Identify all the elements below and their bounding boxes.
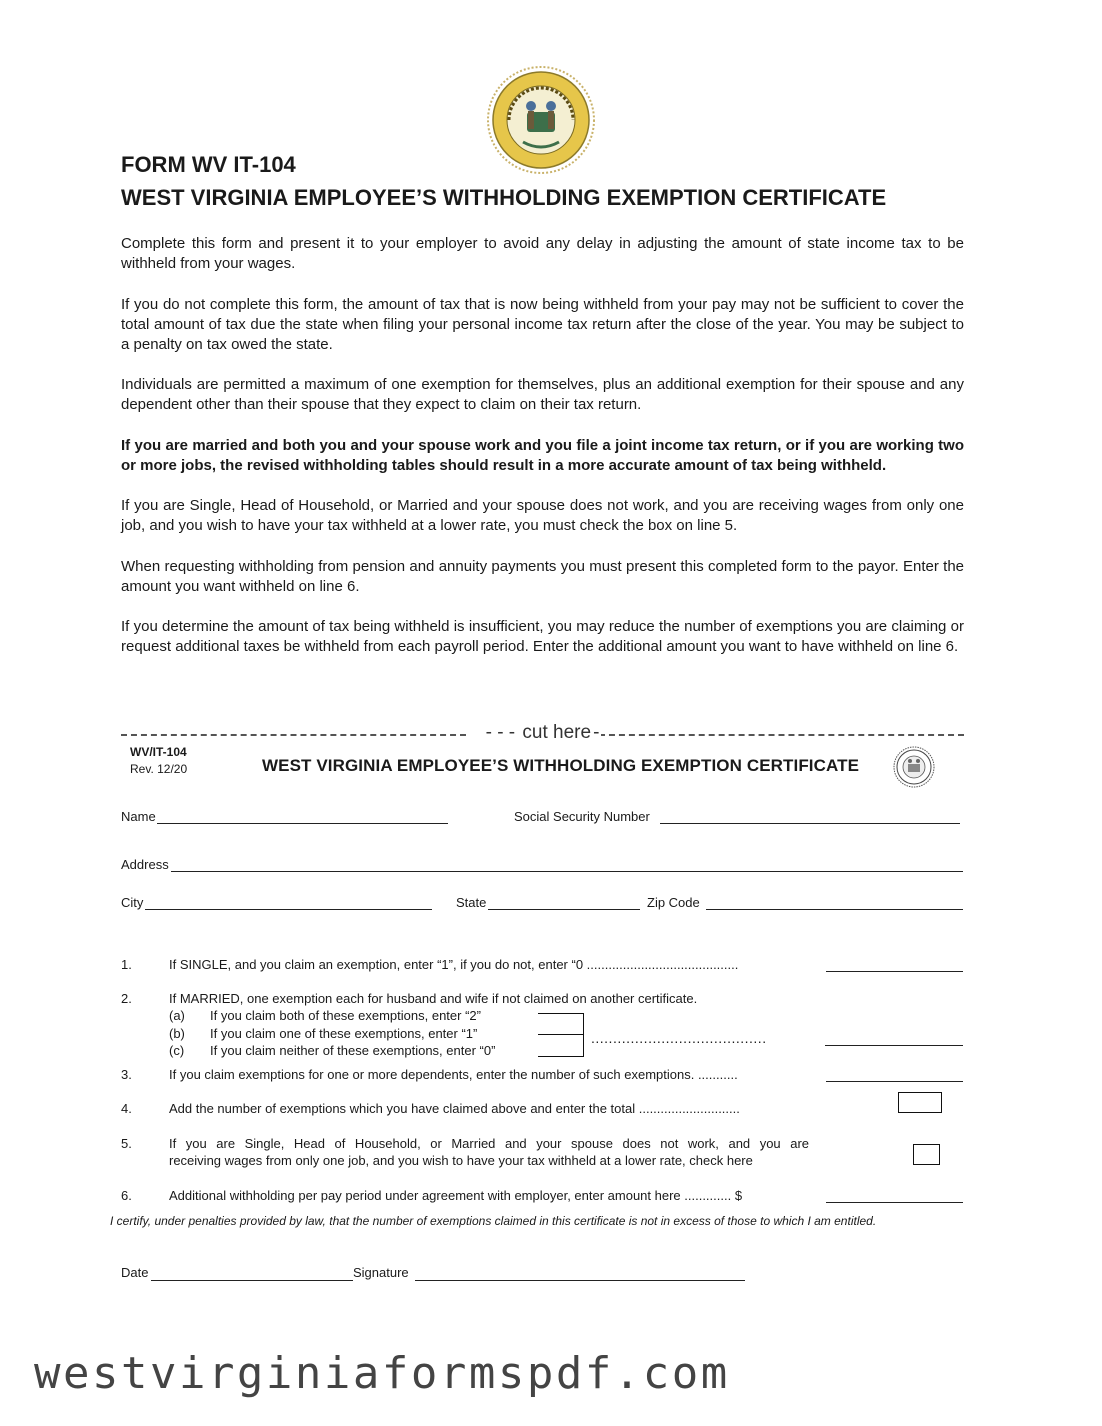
- instructions: [121, 234, 964, 678]
- date-label: Date: [121, 1265, 149, 1280]
- instruction-paragraph: If you determine the amount of tax being withheld is insufficient, you may reduce the number of exemptions you are claiming or request additional taxes be withheld from each payroll period. Enter the additional amount you want to have withheld on line 6.: [121, 618, 964, 655]
- line-1-number: 1.: [121, 957, 132, 972]
- line-5-text-1: If you are Single, Head of Household, or Married and your spouse does not work, and you are: [169, 1136, 809, 1151]
- ssn-label: Social Security Number: [514, 809, 650, 824]
- cut-label-text: cut here: [522, 722, 592, 743]
- date-field[interactable]: [151, 1280, 353, 1281]
- line-2b-text: If you claim one of these exemptions, enter “1”: [210, 1026, 478, 1041]
- line-3-text: If you claim exemptions for one or more dependents, enter the number of such exemptions. ...........: [169, 1067, 738, 1082]
- line-1-text: If SINGLE, and you claim an exemption, enter “1”, if you do not, enter “0 ..........................................: [169, 957, 739, 972]
- line-3-field[interactable]: [826, 1081, 963, 1082]
- line-2-bracket-mid: [538, 1034, 583, 1035]
- state-seal-small-logo: [893, 746, 935, 788]
- state-seal-logo: [487, 66, 595, 174]
- line-2-text: If MARRIED, one exemption each for husband and wife if not claimed on another certificate.: [169, 991, 698, 1006]
- certificate-revision: Rev. 12/20: [130, 762, 188, 776]
- line-6-text: Additional withholding per pay period under agreement with employer, enter amount here ............. $: [169, 1188, 743, 1203]
- certificate-form-code: WV/IT-104: [130, 745, 187, 759]
- address-field[interactable]: [171, 871, 963, 872]
- form-number: FORM WV IT-104: [121, 152, 296, 177]
- zip-field[interactable]: [706, 909, 963, 910]
- line-5-checkbox[interactable]: [913, 1144, 940, 1165]
- instruction-paragraph: Complete this form and present it to your employer to avoid any delay in adjusting the amount of state income tax to be withheld from your wages.: [121, 235, 964, 272]
- line-2-number: 2.: [121, 991, 132, 1006]
- name-field[interactable]: [157, 823, 448, 824]
- line-6-field[interactable]: [826, 1202, 963, 1203]
- instruction-paragraph-bold: If you are married and both you and your spouse work and you file a joint income tax return, or if you are working two or more jobs, the revised withholding tables should result in a more accurate amount of tax being withheld.: [121, 436, 964, 474]
- line-5-number: 5.: [121, 1136, 132, 1151]
- line-2-bracket: [538, 1013, 584, 1057]
- city-field[interactable]: [145, 909, 432, 910]
- line-4-number: 4.: [121, 1101, 132, 1116]
- line-2-leader: ........................................: [591, 1030, 767, 1046]
- cut-label: - - - cut here -: [485, 722, 600, 743]
- instruction-paragraph: When requesting withholding from pension and annuity payments you must present this completed form to the payor. Enter the amount you want withheld on line 6.: [121, 557, 964, 595]
- name-label: Name: [121, 809, 156, 824]
- line-2c-text: If you claim neither of these exemptions, enter “0”: [210, 1043, 496, 1058]
- site-watermark: westvirginiaformspdf.com: [34, 1348, 730, 1399]
- signature-label: Signature: [353, 1265, 409, 1280]
- city-label: City: [121, 895, 144, 910]
- state-label: State: [456, 895, 487, 910]
- certification-statement: I certify, under penalties provided by law, that the number of exemptions claimed in this certificate is not in excess of those to which I am entitled.: [110, 1214, 877, 1228]
- certificate-title: WEST VIRGINIA EMPLOYEE’S WITHHOLDING EXEMPTION CERTIFICATE: [262, 756, 860, 775]
- instruction-paragraph: If you do not complete this form, the amount of tax that is now being withheld from your pay may not be sufficient to cover the total amount of tax due the state when filing your personal income tax return after the close of the year. You may be subject to a penalty on tax owed the state.: [121, 295, 964, 353]
- cut-line: [121, 722, 964, 748]
- line-4-total-box[interactable]: [898, 1092, 942, 1113]
- instruction-paragraph: Individuals are permitted a maximum of one exemption for themselves, plus an additional exemption for their spouse and any dependent other than their spouse that they expect to claim on their tax return.: [121, 376, 964, 413]
- line-2a-key: (a): [169, 1008, 185, 1023]
- ssn-field[interactable]: [660, 823, 960, 824]
- line-2b-key: (b): [169, 1026, 185, 1041]
- instruction-paragraph: If you are Single, Head of Household, or Married and your spouse does not work, and you are receiving wages from only one job, and you wish to have your tax withheld at a lower rate, you must check the box on line 5.: [121, 497, 964, 534]
- line-6-number: 6.: [121, 1188, 132, 1203]
- state-field[interactable]: [488, 909, 640, 910]
- zip-label: Zip Code: [647, 895, 700, 910]
- line-5-text-2: receiving wages from only one job, and you wish to have your tax withheld at a lower rate, check here: [169, 1153, 753, 1168]
- line-1-field[interactable]: [826, 971, 963, 972]
- line-2-field[interactable]: [825, 1045, 963, 1046]
- form-title: WEST VIRGINIA EMPLOYEE’S WITHHOLDING EXEMPTION CERTIFICATE: [121, 185, 887, 210]
- line-2a-text: If you claim both of these exemptions, enter “2”: [210, 1008, 481, 1023]
- line-3-number: 3.: [121, 1067, 132, 1082]
- address-label: Address: [121, 857, 169, 872]
- signature-field[interactable]: [415, 1280, 745, 1281]
- line-4-text: Add the number of exemptions which you have claimed above and enter the total ............................: [169, 1101, 740, 1116]
- line-2c-key: (c): [169, 1043, 185, 1058]
